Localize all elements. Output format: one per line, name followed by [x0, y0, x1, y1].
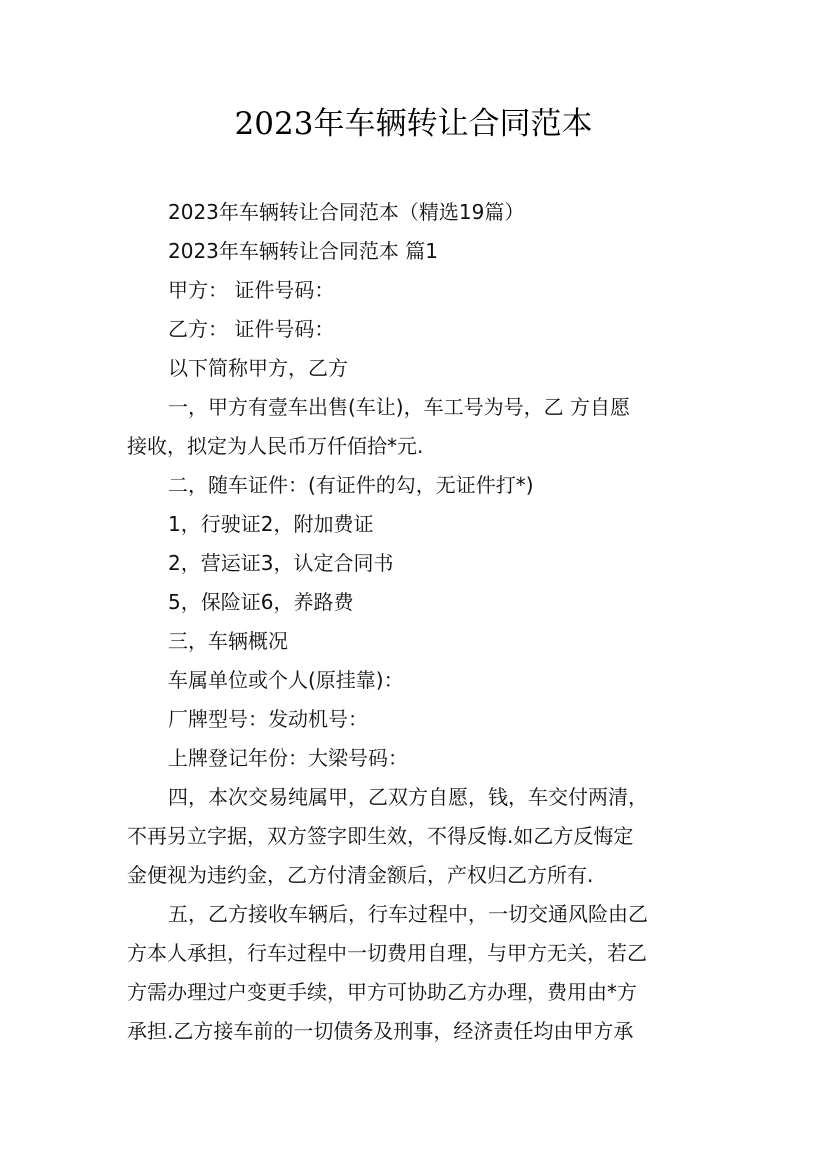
text-line-section-heading: 2023年车辆转让合同范本 篇1 [168, 239, 438, 263]
text-line: 五，乙方接收车辆后，行车过程中，一切交通风险由乙 [168, 902, 648, 926]
text-line: 厂牌型号：发动机号： [168, 707, 368, 731]
text-line: 5，保险证6，养路费 [168, 590, 354, 614]
text-line: 方需办理过户变更手续，甲方可协助乙方办理，费用由*方 [127, 980, 637, 1004]
text-line: 四，本次交易纯属甲，乙双方自愿，钱，车交付两清， [168, 785, 648, 809]
text-line: 一，甲方有壹车出售(车让)，车工号为号，乙 方自愿 [168, 395, 630, 419]
text-line: 承担.乙方接车前的一切债务及刑事，经济责任均由甲方承 [127, 1019, 634, 1043]
text-line: 1，行驶证2，附加费证 [168, 512, 374, 536]
text-line-party-b: 乙方： 证件号码： [168, 317, 335, 341]
text-line: 方本人承担，行车过程中一切费用自理，与甲方无关，若乙 [127, 941, 647, 965]
text-line: 二，随车证件：(有证件的勾，无证件打*) [168, 473, 534, 497]
document-title: 2023年车辆转让合同范本 [234, 106, 593, 142]
text-line: 上牌登记年份：大梁号码： [168, 746, 408, 770]
text-line-subtitle: 2023年车辆转让合同范本（精选19篇） [168, 200, 525, 224]
text-line: 不再另立字据，双方签字即生效，不得反悔.如乙方反悔定 [127, 824, 634, 848]
text-line-party-a: 甲方： 证件号码： [168, 278, 335, 302]
text-line: 三，车辆概况 [168, 629, 288, 653]
text-line: 接收，拟定为人民币万仟佰拾*元. [127, 434, 424, 458]
text-line: 以下简称甲方，乙方 [168, 356, 348, 380]
text-line: 2，营运证3，认定合同书 [168, 551, 394, 575]
text-line: 金便视为违约金，乙方付清金额后，产权归乙方所有. [127, 863, 594, 887]
text-line: 车属单位或个人(原挂靠)： [168, 668, 404, 692]
